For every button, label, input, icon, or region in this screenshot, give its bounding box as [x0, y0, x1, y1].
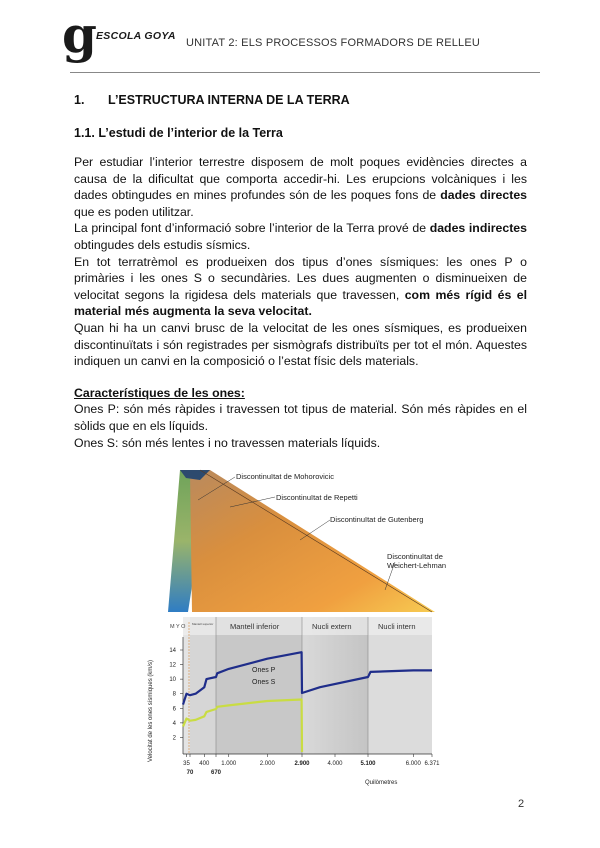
paragraph-discontinuities: Quan hi ha un canvi brusc de la velocitat de les ones sísmiques, es produeixen discontinuïtats i són registrades per sismògrafs distribuïts per tot el món. Aquestes indiquen un canvi en la composició o l’estat físic dels materials. — [74, 320, 527, 369]
x-tick-label: 6.000 — [405, 761, 421, 767]
subsection-heading: 1.1. L’estudi de l’interior de la Terra — [74, 126, 283, 140]
logo-text: ESCOLA GOYA — [96, 30, 176, 42]
header-title: UNITAT 2: ELS PROCESSOS FORMADORS DE RELLEU — [186, 37, 481, 49]
zone-inner-core — [368, 617, 432, 754]
x-tick-label: 670 — [210, 770, 222, 776]
paragraph-seismic-waves: En tot terratrèmol es produeixen dos tipus d’ones sísmiques: les ones P o primàries i les ones S o secundàries. Les dues augmenten o disminueixen de velocitat segons la rigidesa dels materials que travessen, com més rígid és el material més augmenta la seva velocitat. — [74, 254, 528, 319]
y-axis-label: Velocitat de les ones sísmiques (km/s) — [148, 659, 154, 762]
zone-label-myo: M Y O — [170, 624, 186, 630]
x-tick-label: 2.000 — [259, 761, 275, 767]
logo-g-icon: g — [62, 5, 97, 64]
y-tick-label: 14 — [169, 648, 176, 654]
header-divider — [70, 72, 540, 73]
s-waves-text: Ones S: són més lentes i no travessen materials líquids. — [74, 435, 381, 450]
label-weichert-2: Weichert-Lehman — [387, 561, 447, 570]
section-title: L’ESTRUCTURA INTERNA DE LA TERRA — [108, 93, 350, 107]
x-tick-label: 1.000 — [221, 761, 237, 767]
x-axis-label: Quilòmetres — [365, 780, 398, 786]
zone-label-outer-core: Nucli extern — [312, 622, 352, 631]
p-waves-text: Ones P: són més ràpides i travessen tot tipus de material. Són més ràpides en el sòlids que en els líquids. — [74, 402, 527, 433]
label-repetti: Discontinuïtat de Repetti — [276, 493, 358, 502]
school-logo — [62, 5, 182, 68]
paragraph-direct-data: Per estudiar l’interior terrestre disposem de molt poques evidències directes a causa de la dificultat que comporta accedir-hi. Les erupcions volcàniques i les dades obtingudes en mines profundes són de les poques fons de dades directes que es poden utilitzar. — [74, 155, 528, 219]
x-tick-label: 70 — [186, 770, 194, 776]
y-tick-label: 4 — [172, 720, 176, 727]
y-tick-label: 12 — [169, 662, 176, 669]
x-tick-label: 2.900 — [294, 761, 310, 767]
section-heading — [74, 93, 350, 107]
label-weichert-1: Discontinuïtat de — [387, 552, 443, 561]
body-text — [74, 154, 527, 451]
x-tick-label: 35 — [183, 761, 190, 767]
x-tick-label: 5.100 — [360, 761, 376, 767]
y-tick-label: 2 — [172, 735, 176, 742]
zone-label-upper-mantle: Mantell superior — [192, 622, 214, 626]
zone-outer-core — [302, 617, 368, 754]
earth-mantle-wedge — [190, 470, 435, 612]
x-tick-label: 6.371 — [424, 761, 440, 767]
section-number: 1. — [74, 93, 85, 107]
zone-upper-mantle — [190, 617, 216, 754]
series-label-p-waves: Ones P — [252, 667, 276, 674]
x-tick-label: 4.000 — [327, 761, 343, 767]
zone-label-inner-core: Nucli intern — [378, 622, 416, 631]
label-mohorovicic: Discontinuïtat de Mohorovicic — [236, 472, 334, 481]
x-tick-label: 400 — [199, 761, 210, 767]
page-number: 2 — [518, 798, 525, 810]
earth-structure-figure — [140, 462, 460, 792]
y-tick-label: 10 — [169, 677, 176, 684]
y-tick-label: 6 — [172, 706, 176, 713]
series-label-s-waves: Ones S — [252, 679, 276, 686]
characteristics-heading: Característiques de les ones: — [74, 385, 245, 400]
paragraph-indirect-data: La principal font d’informació sobre l’interior de la Terra prové de dades indirectes obtingudes dels estudis sísmics. — [74, 221, 527, 252]
label-gutenberg: Discontinuïtat de Gutenberg — [330, 515, 424, 524]
y-tick-label: 8 — [172, 691, 176, 698]
zone-label-lower-mantle: Mantell inferior — [230, 622, 280, 631]
